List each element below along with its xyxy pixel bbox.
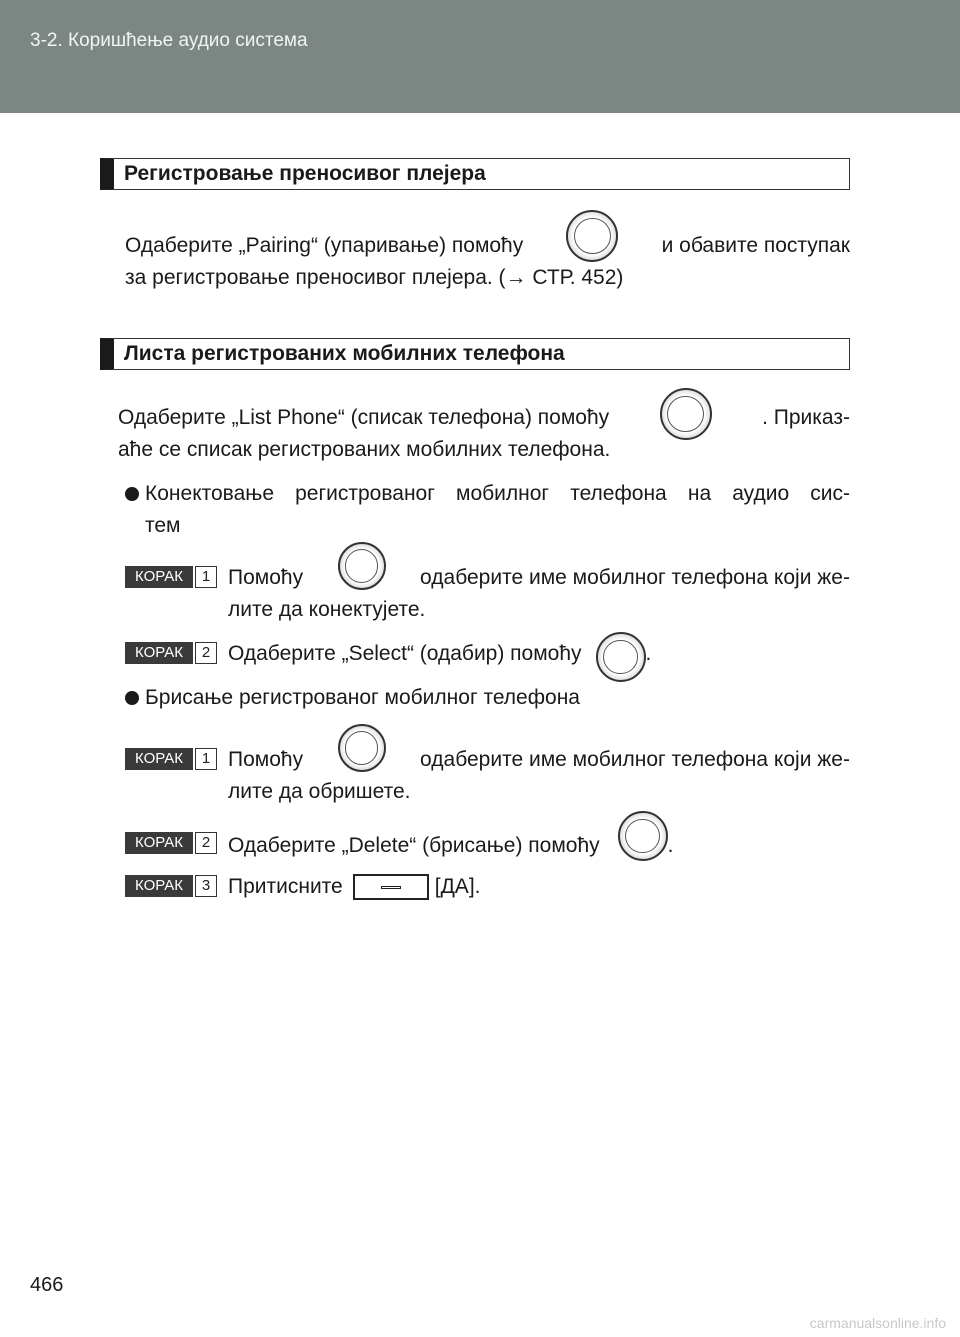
step-label: КОРАК — [125, 875, 193, 897]
step-number: 1 — [195, 748, 217, 770]
bullet-connect-text-1: Конектовање регистрованог мобилног телефона на аудио сис- — [145, 482, 850, 505]
step-label: КОРАК — [125, 642, 193, 664]
tune-knob-icon — [618, 811, 668, 861]
step-delete-2 — [228, 830, 850, 862]
step-delete-1-text-3: лите да обришете. — [228, 780, 411, 803]
section-title-phone-list: Листа регистрованих мобилних телефона — [100, 338, 850, 370]
step-number: 1 — [195, 566, 217, 588]
step-number: 2 — [195, 832, 217, 854]
step-connect-2 — [228, 638, 850, 670]
step-badge — [125, 875, 217, 897]
bullet-delete-text: Брисање регистрованог мобилног телефона — [145, 686, 580, 709]
step-connect-2-text-1: Одаберите „Select“ (одабир) помоћу — [228, 642, 582, 665]
step-delete-1 — [228, 744, 850, 808]
page-number: 466 — [30, 1274, 64, 1296]
section1-text-2: и обавите поступак — [661, 234, 850, 257]
section2-intro-text-2: . Приказ- — [762, 406, 850, 429]
tune-knob-icon — [566, 210, 618, 262]
step-connect-1-text-1: Помоћу — [228, 566, 304, 589]
section1-text-1: Одаберите „Pairing“ (упаривање) помоћу — [125, 234, 524, 257]
step-badge — [125, 832, 217, 854]
section2-intro — [118, 402, 850, 466]
step-delete-2-text-1: Одаберите „Delete“ (брисање) помоћу — [228, 834, 600, 857]
section1-paragraph — [125, 230, 850, 294]
step-badge — [125, 642, 217, 664]
step-delete-2-text-2: . — [667, 834, 674, 857]
bullet-icon — [125, 691, 139, 705]
bullet-icon — [125, 487, 139, 501]
bullet-connect — [125, 478, 850, 542]
section-title-register-player: Регистровање преносивог плејера — [100, 158, 850, 190]
section2-intro-text-3: аће се списак регистрованих мобилних телефона. — [118, 438, 611, 461]
step-badge — [125, 566, 217, 588]
watermark: carmanualsonline.info — [809, 1315, 946, 1331]
chapter-header — [0, 0, 960, 113]
yes-button-icon — [353, 874, 429, 900]
step-connect-1 — [228, 562, 850, 626]
section1-text-3: за регистровање преносивог плејера. (→ СТР. 452) — [125, 266, 624, 289]
step-connect-2-text-2: . — [645, 642, 652, 665]
step-delete-3-text-1: Притисните — [228, 875, 343, 898]
step-label: КОРАК — [125, 566, 193, 588]
step-badge — [125, 748, 217, 770]
step-delete-1-text-1: Помоћу — [228, 748, 304, 771]
step-number: 3 — [195, 875, 217, 897]
step-label: КОРАК — [125, 832, 193, 854]
tune-knob-icon — [596, 632, 646, 682]
step-number: 2 — [195, 642, 217, 664]
bullet-connect-text-2: тем — [145, 514, 181, 537]
bullet-delete — [125, 682, 850, 714]
chapter-title: 3-2. Коришћење аудио система — [30, 30, 308, 51]
step-delete-3-text-2: [ДА]. — [434, 875, 481, 898]
step-label: КОРАК — [125, 748, 193, 770]
section2-intro-text-1: Одаберите „List Phone“ (списак телефона) помоћу — [118, 406, 610, 429]
step-connect-1-text-3: лите да конектујете. — [228, 598, 426, 621]
tune-knob-icon — [338, 542, 386, 590]
step-delete-1-text-2: одаберите име мобилног телефона који же- — [420, 748, 850, 771]
step-delete-3 — [228, 871, 850, 903]
tune-knob-icon — [660, 388, 712, 440]
tune-knob-icon — [338, 724, 386, 772]
step-connect-1-text-2: одаберите име мобилног телефона који же- — [420, 566, 850, 589]
